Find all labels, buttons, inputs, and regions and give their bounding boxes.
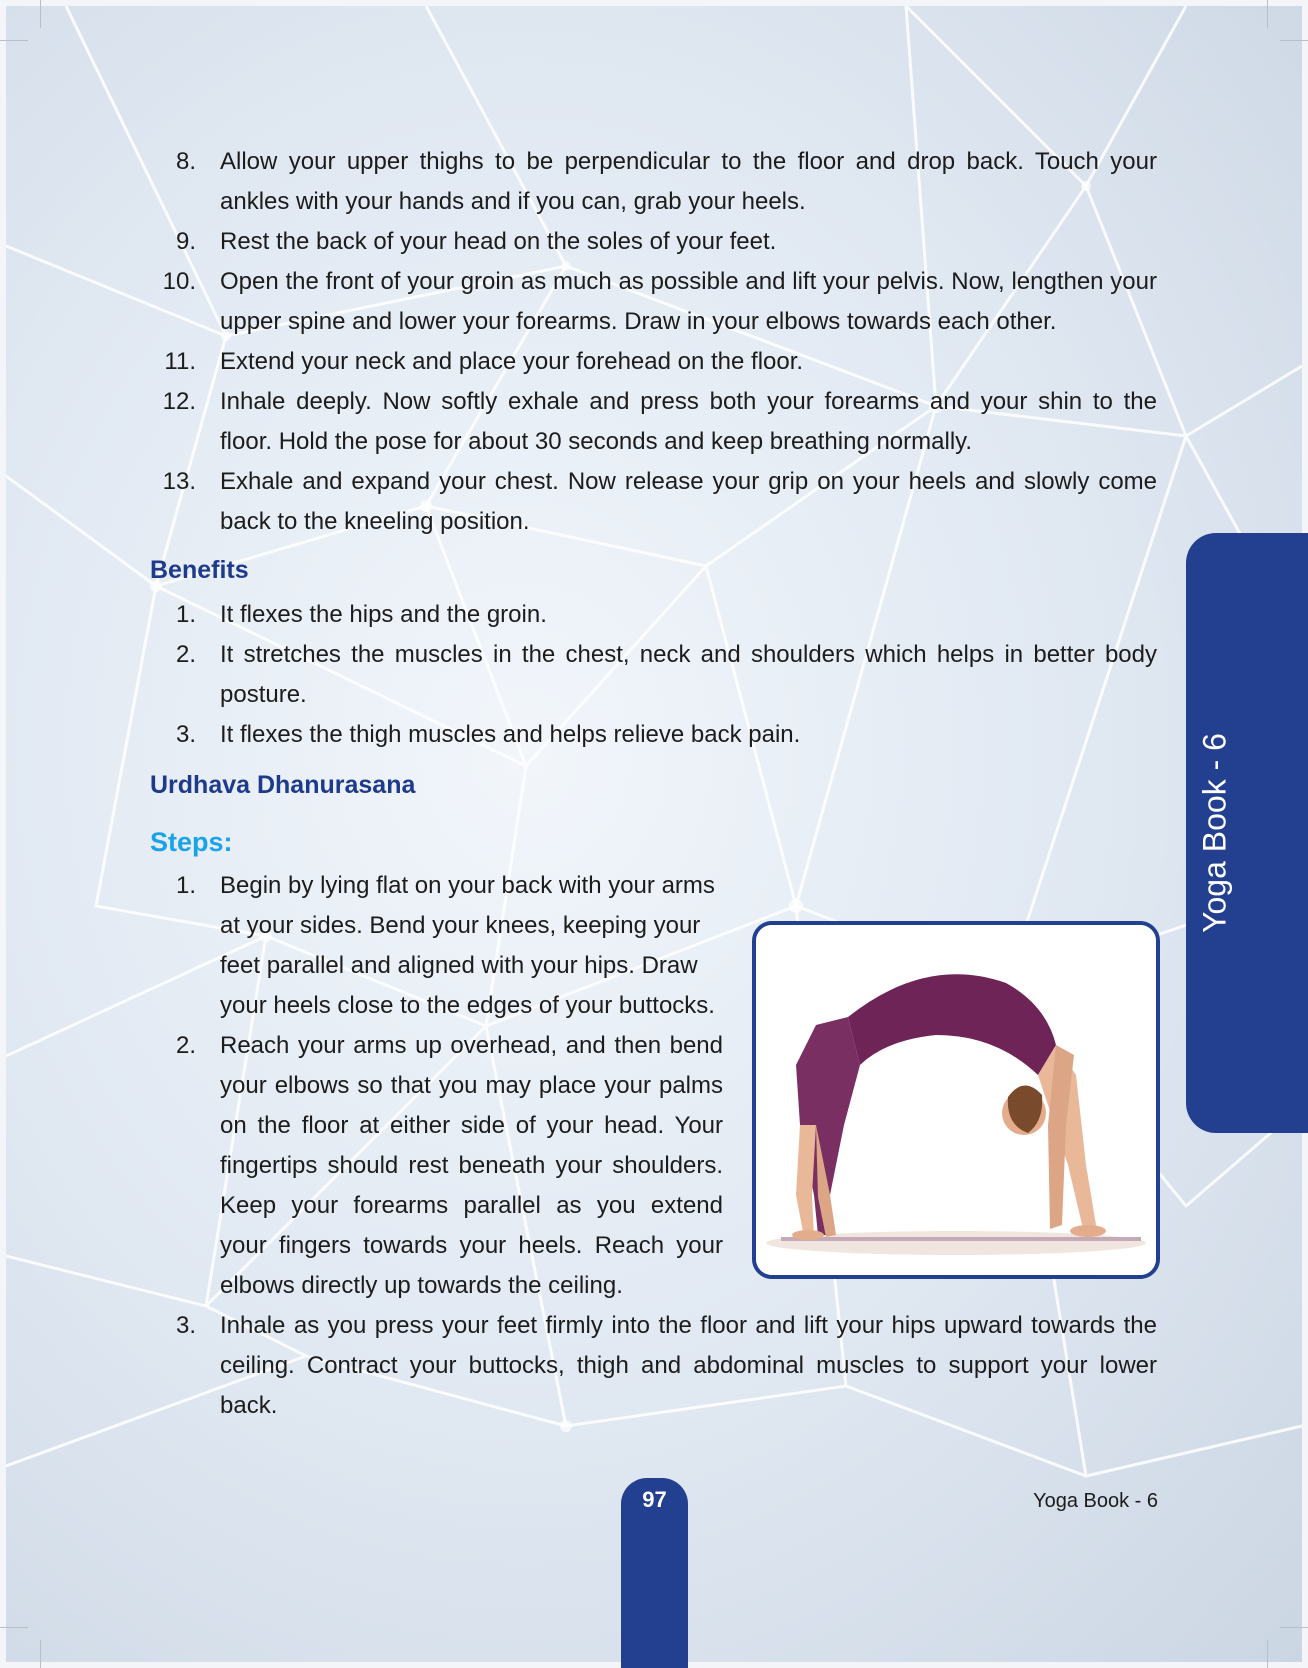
steps-continued-list xyxy=(150,142,1157,542)
crop-mark xyxy=(40,1640,41,1668)
side-tab-text: Yoga Book - 6 xyxy=(1196,733,1233,933)
list-item: 1. Begin by lying flat on your back with your arms at your sides. Bend your knees, keeping your feet parallel and aligned with your hips. Draw your heels close to the edges of your buttocks. xyxy=(150,866,1157,1026)
list-item: 13. Exhale and expand your chest. Now release your grip on your heels and slowly come back to the kneeling position. xyxy=(162,468,1157,535)
steps-heading: Steps: xyxy=(150,827,233,857)
crop-mark xyxy=(0,40,28,41)
crop-mark xyxy=(0,1627,28,1628)
list-item: 3. It flexes the thigh muscles and helps relieve back pain. xyxy=(175,721,801,748)
benefits-list xyxy=(150,595,1157,755)
list-item: 1. It flexes the hips and the groin. xyxy=(175,601,547,628)
benefits-heading: Benefits xyxy=(150,556,249,584)
wheel-pose-illustration xyxy=(756,925,1156,1275)
list-item: 9. Rest the back of your head on the soles of your feet. xyxy=(175,228,777,255)
crop-mark xyxy=(1267,1640,1268,1668)
crop-mark xyxy=(40,0,41,28)
asana-title: Urdhava Dhanurasana xyxy=(150,771,416,799)
list-item: 8. Allow your upper thighs to be perpendicular to the floor and drop back. Touch your ankles with your hands and if you can, grab your heels. xyxy=(175,148,1157,215)
list-item: 2. It stretches the muscles in the chest, neck and shoulders which helps in better body posture. xyxy=(175,641,1157,708)
list-item: 2. Reach your arms up overhead, and then bend your elbows so that you may place your palms on the floor at either side of your head. Your fingertips should rest beneath your shoulders. Keep your forearms parallel as you extend your fingers towards your heels. Reach your elbows directly up towards the ceiling. xyxy=(175,1032,723,1299)
list-item: 10. Open the front of your groin as much as possible and lift your pelvis. Now, lengthen your upper spine and lower your forearms. Draw in your elbows towards each other. xyxy=(162,268,1157,335)
yoga-pose-photo xyxy=(752,921,1160,1279)
list-item: 11. Extend your neck and place your forehead on the floor. xyxy=(164,348,804,375)
crop-mark xyxy=(1267,0,1268,28)
crop-mark xyxy=(1280,40,1308,41)
list-item: 12. Inhale deeply. Now softly exhale and press both your forearms and your shin to the floor. Hold the pose for about 30 seconds and keep breathing normally. xyxy=(162,388,1157,455)
footer-book-title: Yoga Book - 6 xyxy=(1033,1490,1158,1512)
list-item: 3. Inhale as you press your feet firmly into the floor and lift your hips upward towards the ceiling. Contract your buttocks, thigh and abdominal muscles to support your lower back. xyxy=(175,1312,1157,1419)
page-number: 97 xyxy=(642,1487,667,1512)
crop-mark xyxy=(1280,1627,1308,1628)
